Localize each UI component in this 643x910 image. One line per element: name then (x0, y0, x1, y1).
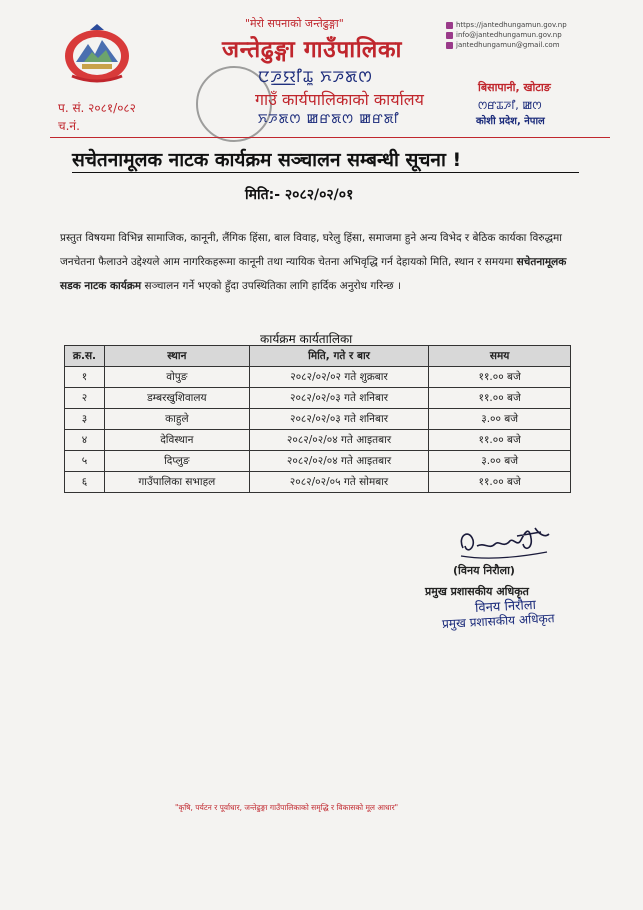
table-row (65, 388, 571, 409)
cell-serial: ६ (65, 472, 105, 493)
municipality-name-script: ꯅꯍ꯭ꯌꯤꯊꯨ ꯈꯍꯗꯁ (258, 67, 373, 86)
cell-date: २०८२/०२/०३ गते शनिबार (249, 388, 429, 409)
name-stamp: विनय निरौला (474, 597, 537, 616)
cell-time: ३.०० बजे (429, 409, 571, 430)
cell-time: ११.०० बजे (429, 367, 571, 388)
cell-location: देविस्थान (104, 430, 249, 451)
contact-info (446, 20, 567, 50)
municipality-motto: "मेरो सपनाको जन्तेढुङ्गा" (245, 17, 344, 30)
cell-date: २०८२/०२/०३ गते शनिबार (249, 409, 429, 430)
municipality-name: जन्तेढुङ्गा गाउँपालिका (222, 37, 402, 63)
cell-time: ११.०० बजे (429, 388, 571, 409)
notice-body (60, 226, 590, 298)
cell-location: दिप्लुङ (104, 451, 249, 472)
handwritten-signature (455, 518, 555, 563)
cell-date: २०८२/०२/०५ गते सोमबार (249, 472, 429, 493)
footer-slogan: "कृषि, पर्यटन र पूर्वाधार, जन्तेढुङ्गा गाउँपालिकाको समृद्धि र विकासको मूल आधार" (175, 803, 399, 812)
body-text-part2: सञ्चालन गर्ने भएको हुँदा उपस्थितिका लागि हार्दिक अनुरोध गरिन्छ । (141, 280, 401, 292)
schedule-table (64, 345, 571, 493)
table-row (65, 409, 571, 430)
header-serial: क्र.स. (65, 346, 105, 367)
cell-location: डम्बरखुशिवालय (104, 388, 249, 409)
cell-time: ११.०० बजे (429, 472, 571, 493)
body-text-part1: प्रस्तुत विषयमा विभिन्न सामाजिक, कानूनी, लैंगिक हिंसा, बाल विवाह, घरेलु हिंसा, समाजमा हुने अन्य विभेद र बेठिक कार्यका विरुद्धमा जनचेतना फैलाउने उद्देश्यले आम नागरिकहरूमा कानूनी तथा न्यायिक चेतना अभिवृद्धि गर्न देहायको मिति, स्थान र समयमा (60, 232, 562, 268)
cell-serial: ५ (65, 451, 105, 472)
office-name: गाउँ कार्यपालिकाको कार्यालय (255, 90, 424, 109)
reference-number: प. सं. २०८१/०८२ (58, 101, 136, 115)
globe-icon (446, 22, 453, 29)
body-text-bold: सचेतनामूलक सडक नाटक कार्यक्रम (60, 256, 567, 292)
nepal-emblem-logo (62, 22, 132, 84)
table-row (65, 451, 571, 472)
table-row (65, 430, 571, 451)
cell-serial: २ (65, 388, 105, 409)
location-line2: कोशी प्रदेश, नेपाल (476, 116, 545, 127)
schedule-title: कार्यक्रम कार्यतालिका (260, 332, 353, 346)
cell-location: वोपुङ (104, 367, 249, 388)
header-divider (50, 137, 610, 138)
table-row (65, 472, 571, 493)
website-link[interactable]: https://jantedhungamun.gov.np (456, 21, 567, 29)
email-link[interactable]: info@jantedhungamun.gov.np (456, 31, 562, 39)
cell-location: काहुले (104, 409, 249, 430)
cell-serial: ३ (65, 409, 105, 430)
cell-serial: ४ (65, 430, 105, 451)
location-line1: बिसापानी, खोटाङ (478, 81, 551, 94)
table-header-row (65, 346, 571, 367)
title-stamp: प्रमुख प्रशासकीय अधिकृत (441, 611, 555, 631)
header-time: समय (429, 346, 571, 367)
notice-date: मिति:- २०८२/०२/०१ (245, 187, 354, 203)
cell-date: २०८२/०२/०४ गते आइतबार (249, 430, 429, 451)
notice-title: सचेतनामूलक नाटक कार्यक्रम सञ्चालन सम्बन्धी सूचना ! (72, 149, 462, 171)
mail-icon (446, 32, 453, 39)
signer-name: (विनय निरौला) (453, 564, 515, 577)
office-name-script: ꯈꯍꯗꯁ ꯀꯔꯗꯁ ꯀꯔꯗꯤ (258, 112, 400, 127)
mail-icon (446, 42, 453, 49)
cell-time: ३.०० बजे (429, 451, 571, 472)
cell-date: २०८२/०२/०२ गते शुक्रबार (249, 367, 429, 388)
email2-row (446, 40, 567, 50)
cell-time: ११.०० बजे (429, 430, 571, 451)
cell-serial: १ (65, 367, 105, 388)
header-location: स्थान (104, 346, 249, 367)
title-underline (72, 172, 579, 173)
signer-title: प्रमुख प्रशासकीय अधिकृत (425, 585, 529, 598)
table-row (65, 367, 571, 388)
email2-link[interactable]: jantedhungamun@gmail.com (456, 41, 560, 49)
cell-location: गाउँपालिका सभाहल (104, 472, 249, 493)
header-date: मिति, गते र बार (249, 346, 429, 367)
cell-date: २०८२/०२/०४ गते आइतबार (249, 451, 429, 472)
email-row (446, 30, 567, 40)
dispatch-number: च.नं. (58, 119, 80, 133)
location-script: ꯁꯔꯊꯍꯤ, ꯀꯁ (478, 99, 542, 112)
website-row (446, 20, 567, 30)
